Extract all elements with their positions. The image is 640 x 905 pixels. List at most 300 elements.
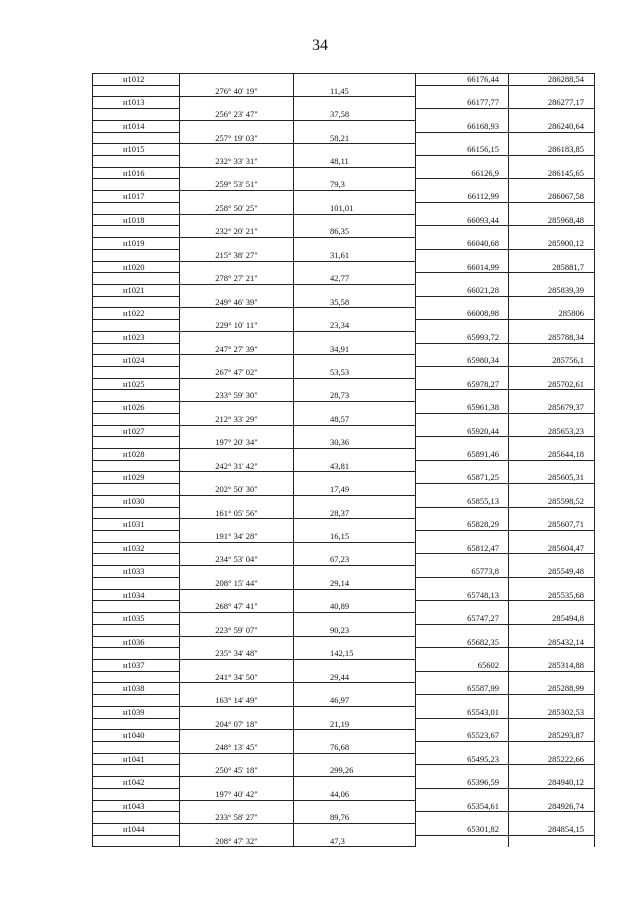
- segment-row: [93, 742, 595, 754]
- distance-cell: 67,23: [294, 554, 416, 566]
- x-coordinate-cell: 66040,68: [416, 238, 509, 250]
- point-name-cell: н1016: [93, 168, 180, 180]
- point-name-cell: [93, 250, 180, 262]
- segment-row: [93, 203, 595, 215]
- x-coordinate-cell: [416, 484, 509, 496]
- x-coordinate-cell: [416, 672, 509, 684]
- direction-angle-cell: 232° 33' 31": [180, 156, 294, 168]
- point-row: [93, 613, 595, 625]
- distance-cell: [294, 472, 416, 484]
- y-coordinate-cell: 285788,34: [509, 332, 595, 344]
- direction-angle-cell: 250° 45' 18": [180, 765, 294, 777]
- direction-angle-cell: 161° 05' 56": [180, 508, 294, 520]
- segment-row: [93, 109, 595, 121]
- segment-row: [93, 695, 595, 707]
- y-coordinate-cell: [509, 250, 595, 262]
- y-coordinate-cell: 285806: [509, 308, 595, 320]
- point-name-cell: [93, 414, 180, 426]
- y-coordinate-cell: 285644,18: [509, 449, 595, 461]
- direction-angle-cell: 212° 33' 29": [180, 414, 294, 426]
- x-coordinate-cell: 66176,44: [416, 74, 509, 86]
- distance-cell: [294, 519, 416, 531]
- direction-angle-cell: 191° 34' 28": [180, 531, 294, 543]
- distance-cell: 101,01: [294, 203, 416, 215]
- y-coordinate-cell: [509, 531, 595, 543]
- x-coordinate-cell: [416, 226, 509, 238]
- segment-row: [93, 414, 595, 426]
- distance-cell: 29,14: [294, 578, 416, 590]
- segment-row: [93, 390, 595, 402]
- y-coordinate-cell: [509, 344, 595, 356]
- direction-angle-cell: [180, 74, 294, 86]
- point-row: [93, 637, 595, 649]
- y-coordinate-cell: [509, 461, 595, 473]
- point-name-cell: н1036: [93, 637, 180, 649]
- segment-row: [93, 179, 595, 191]
- point-name-cell: н1024: [93, 355, 180, 367]
- direction-angle-cell: [180, 613, 294, 625]
- point-name-cell: [93, 86, 180, 98]
- point-row: [93, 308, 595, 320]
- direction-angle-cell: [180, 285, 294, 297]
- point-row: [93, 74, 595, 86]
- distance-cell: [294, 332, 416, 344]
- point-name-cell: [93, 226, 180, 238]
- x-coordinate-cell: [416, 508, 509, 520]
- direction-angle-cell: [180, 238, 294, 250]
- x-coordinate-cell: 65855,13: [416, 496, 509, 508]
- x-coordinate-cell: [416, 648, 509, 660]
- segment-row: [93, 86, 595, 98]
- segment-row: [93, 836, 595, 848]
- y-coordinate-cell: [509, 437, 595, 449]
- x-coordinate-cell: 65871,25: [416, 472, 509, 484]
- direction-angle-cell: 229° 10' 11": [180, 320, 294, 332]
- point-name-cell: [93, 719, 180, 731]
- point-name-cell: н1021: [93, 285, 180, 297]
- y-coordinate-cell: [509, 648, 595, 660]
- point-name-cell: [93, 133, 180, 145]
- direction-angle-cell: [180, 637, 294, 649]
- y-coordinate-cell: [509, 414, 595, 426]
- x-coordinate-cell: 65828,29: [416, 519, 509, 531]
- distance-cell: 30,36: [294, 437, 416, 449]
- distance-cell: [294, 168, 416, 180]
- y-coordinate-cell: 285653,23: [509, 426, 595, 438]
- x-coordinate-cell: [416, 578, 509, 590]
- point-name-cell: н1015: [93, 144, 180, 156]
- point-row: [93, 472, 595, 484]
- distance-cell: [294, 707, 416, 719]
- segment-row: [93, 226, 595, 238]
- segment-row: [93, 765, 595, 777]
- point-name-cell: н1012: [93, 74, 180, 86]
- x-coordinate-cell: 65587,99: [416, 683, 509, 695]
- point-name-cell: [93, 836, 180, 848]
- direction-angle-cell: [180, 519, 294, 531]
- y-coordinate-cell: [509, 367, 595, 379]
- distance-cell: [294, 590, 416, 602]
- point-name-cell: н1033: [93, 566, 180, 578]
- point-name-cell: [93, 273, 180, 285]
- segment-row: [93, 789, 595, 801]
- point-name-cell: н1028: [93, 449, 180, 461]
- y-coordinate-cell: [509, 789, 595, 801]
- x-coordinate-cell: 66168,93: [416, 121, 509, 133]
- x-coordinate-cell: 65523,67: [416, 730, 509, 742]
- distance-cell: 142,15: [294, 648, 416, 660]
- direction-angle-cell: [180, 97, 294, 109]
- distance-cell: [294, 449, 416, 461]
- distance-cell: [294, 262, 416, 274]
- point-name-cell: [93, 179, 180, 191]
- x-coordinate-cell: 65747,27: [416, 613, 509, 625]
- x-coordinate-cell: [416, 414, 509, 426]
- direction-angle-cell: [180, 660, 294, 672]
- y-coordinate-cell: 285605,31: [509, 472, 595, 484]
- segment-row: [93, 461, 595, 473]
- distance-cell: 90,23: [294, 625, 416, 637]
- distance-cell: [294, 285, 416, 297]
- x-coordinate-cell: 66008,98: [416, 308, 509, 320]
- point-name-cell: н1019: [93, 238, 180, 250]
- point-name-cell: н1022: [93, 308, 180, 320]
- x-coordinate-cell: 65682,35: [416, 637, 509, 649]
- point-name-cell: [93, 695, 180, 707]
- distance-cell: 23,34: [294, 320, 416, 332]
- y-coordinate-cell: [509, 672, 595, 684]
- point-name-cell: н1023: [93, 332, 180, 344]
- point-name-cell: [93, 672, 180, 684]
- point-name-cell: н1020: [93, 262, 180, 274]
- y-coordinate-cell: 284940,12: [509, 777, 595, 789]
- x-coordinate-cell: [416, 344, 509, 356]
- point-name-cell: [93, 156, 180, 168]
- direction-angle-cell: [180, 777, 294, 789]
- direction-angle-cell: [180, 191, 294, 203]
- y-coordinate-cell: 286240,64: [509, 121, 595, 133]
- direction-angle-cell: 234° 53' 04": [180, 554, 294, 566]
- y-coordinate-cell: 285900,12: [509, 238, 595, 250]
- y-coordinate-cell: [509, 765, 595, 777]
- segment-row: [93, 554, 595, 566]
- y-coordinate-cell: 285598,52: [509, 496, 595, 508]
- segment-row: [93, 156, 595, 168]
- y-coordinate-cell: [509, 273, 595, 285]
- direction-angle-cell: 248° 13' 45": [180, 742, 294, 754]
- x-coordinate-cell: [416, 554, 509, 566]
- distance-cell: [294, 566, 416, 578]
- distance-cell: 48,57: [294, 414, 416, 426]
- point-name-cell: [93, 812, 180, 824]
- segment-row: [93, 484, 595, 496]
- direction-angle-cell: [180, 355, 294, 367]
- y-coordinate-cell: [509, 836, 595, 848]
- direction-angle-cell: 258° 50' 25": [180, 203, 294, 215]
- direction-angle-cell: [180, 543, 294, 555]
- y-coordinate-cell: [509, 86, 595, 98]
- distance-cell: [294, 144, 416, 156]
- y-coordinate-cell: 285604,47: [509, 543, 595, 555]
- direction-angle-cell: [180, 683, 294, 695]
- direction-angle-cell: [180, 332, 294, 344]
- distance-cell: 44,06: [294, 789, 416, 801]
- segment-row: [93, 250, 595, 262]
- y-coordinate-cell: [509, 578, 595, 590]
- x-coordinate-cell: [416, 719, 509, 731]
- direction-angle-cell: [180, 262, 294, 274]
- segment-row: [93, 344, 595, 356]
- x-coordinate-cell: 65961,38: [416, 402, 509, 414]
- point-row: [93, 730, 595, 742]
- distance-cell: [294, 355, 416, 367]
- y-coordinate-cell: 285607,71: [509, 519, 595, 531]
- direction-angle-cell: [180, 730, 294, 742]
- x-coordinate-cell: [416, 742, 509, 754]
- point-row: [93, 801, 595, 813]
- distance-cell: 29,44: [294, 672, 416, 684]
- direction-angle-cell: 242° 31' 42": [180, 461, 294, 473]
- direction-angle-cell: 202° 50' 30": [180, 484, 294, 496]
- point-name-cell: н1032: [93, 543, 180, 555]
- point-name-cell: н1025: [93, 379, 180, 391]
- point-row: [93, 379, 595, 391]
- distance-cell: 40,89: [294, 601, 416, 613]
- point-name-cell: н1039: [93, 707, 180, 719]
- x-coordinate-cell: 65773,8: [416, 566, 509, 578]
- x-coordinate-cell: 65354,61: [416, 801, 509, 813]
- distance-cell: [294, 824, 416, 836]
- y-coordinate-cell: [509, 719, 595, 731]
- direction-angle-cell: 249° 46' 39": [180, 297, 294, 309]
- direction-angle-cell: [180, 449, 294, 461]
- direction-angle-cell: [180, 824, 294, 836]
- direction-angle-cell: [180, 402, 294, 414]
- segment-row: [93, 672, 595, 684]
- distance-cell: [294, 215, 416, 227]
- point-row: [93, 660, 595, 672]
- y-coordinate-cell: [509, 320, 595, 332]
- y-coordinate-cell: 285293,87: [509, 730, 595, 742]
- point-row: [93, 402, 595, 414]
- direction-angle-cell: 197° 40' 42": [180, 789, 294, 801]
- distance-cell: [294, 730, 416, 742]
- x-coordinate-cell: 65301,82: [416, 824, 509, 836]
- distance-cell: [294, 660, 416, 672]
- page-number: 34: [312, 37, 328, 54]
- y-coordinate-cell: [509, 203, 595, 215]
- distance-cell: [294, 543, 416, 555]
- y-coordinate-cell: 286277,17: [509, 97, 595, 109]
- point-name-cell: [93, 437, 180, 449]
- x-coordinate-cell: [416, 836, 509, 848]
- x-coordinate-cell: [416, 461, 509, 473]
- distance-cell: [294, 754, 416, 766]
- direction-angle-cell: [180, 426, 294, 438]
- distance-cell: 53,53: [294, 367, 416, 379]
- y-coordinate-cell: 285968,48: [509, 215, 595, 227]
- point-row: [93, 332, 595, 344]
- segment-row: [93, 625, 595, 637]
- y-coordinate-cell: 284854,15: [509, 824, 595, 836]
- direction-angle-cell: [180, 566, 294, 578]
- direction-angle-cell: 197° 20' 34": [180, 437, 294, 449]
- point-name-cell: н1013: [93, 97, 180, 109]
- y-coordinate-cell: 285432,14: [509, 637, 595, 649]
- point-row: [93, 97, 595, 109]
- segment-row: [93, 437, 595, 449]
- x-coordinate-cell: [416, 367, 509, 379]
- y-coordinate-cell: [509, 133, 595, 145]
- point-name-cell: [93, 508, 180, 520]
- direction-angle-cell: [180, 379, 294, 391]
- segment-row: [93, 133, 595, 145]
- direction-angle-cell: 235° 34' 48": [180, 648, 294, 660]
- x-coordinate-cell: [416, 695, 509, 707]
- direction-angle-cell: 276° 40' 19": [180, 86, 294, 98]
- distance-cell: [294, 426, 416, 438]
- y-coordinate-cell: [509, 812, 595, 824]
- point-row: [93, 238, 595, 250]
- x-coordinate-cell: [416, 437, 509, 449]
- point-name-cell: н1018: [93, 215, 180, 227]
- direction-angle-cell: 233° 58' 27": [180, 812, 294, 824]
- x-coordinate-cell: 65980,34: [416, 355, 509, 367]
- y-coordinate-cell: 285549,48: [509, 566, 595, 578]
- direction-angle-cell: [180, 707, 294, 719]
- point-name-cell: [93, 320, 180, 332]
- point-row: [93, 590, 595, 602]
- direction-angle-cell: [180, 215, 294, 227]
- y-coordinate-cell: [509, 484, 595, 496]
- distance-cell: 34,91: [294, 344, 416, 356]
- direction-angle-cell: [180, 472, 294, 484]
- point-name-cell: [93, 789, 180, 801]
- x-coordinate-cell: 65812,47: [416, 543, 509, 555]
- point-row: [93, 543, 595, 555]
- direction-angle-cell: 215° 38' 27": [180, 250, 294, 262]
- y-coordinate-cell: 286067,58: [509, 191, 595, 203]
- x-coordinate-cell: 65748,13: [416, 590, 509, 602]
- point-name-cell: [93, 554, 180, 566]
- segment-row: [93, 297, 595, 309]
- x-coordinate-cell: 66126,9: [416, 168, 509, 180]
- point-name-cell: н1037: [93, 660, 180, 672]
- segment-row: [93, 320, 595, 332]
- direction-angle-cell: 232° 20' 21": [180, 226, 294, 238]
- point-name-cell: н1031: [93, 519, 180, 531]
- direction-angle-cell: 267° 47' 02": [180, 367, 294, 379]
- direction-angle-cell: 163° 14' 49": [180, 695, 294, 707]
- distance-cell: 17,49: [294, 484, 416, 496]
- point-name-cell: [93, 203, 180, 215]
- point-name-cell: [93, 648, 180, 660]
- point-name-cell: [93, 484, 180, 496]
- x-coordinate-cell: [416, 273, 509, 285]
- distance-cell: 43,81: [294, 461, 416, 473]
- x-coordinate-cell: [416, 531, 509, 543]
- distance-cell: [294, 613, 416, 625]
- y-coordinate-cell: 285288,99: [509, 683, 595, 695]
- y-coordinate-cell: 285222,66: [509, 754, 595, 766]
- point-row: [93, 168, 595, 180]
- direction-angle-cell: [180, 168, 294, 180]
- direction-angle-cell: [180, 590, 294, 602]
- y-coordinate-cell: [509, 625, 595, 637]
- segment-row: [93, 531, 595, 543]
- point-name-cell: н1043: [93, 801, 180, 813]
- direction-angle-cell: [180, 754, 294, 766]
- x-coordinate-cell: 65993,72: [416, 332, 509, 344]
- y-coordinate-cell: 286288,54: [509, 74, 595, 86]
- x-coordinate-cell: [416, 812, 509, 824]
- y-coordinate-cell: 284926,74: [509, 801, 595, 813]
- y-coordinate-cell: 285679,37: [509, 402, 595, 414]
- x-coordinate-cell: [416, 601, 509, 613]
- point-name-cell: [93, 601, 180, 613]
- y-coordinate-cell: 285494,8: [509, 613, 595, 625]
- x-coordinate-cell: 66156,15: [416, 144, 509, 156]
- x-coordinate-cell: 65543,01: [416, 707, 509, 719]
- direction-angle-cell: 233° 59' 30": [180, 390, 294, 402]
- point-name-cell: [93, 390, 180, 402]
- distance-cell: [294, 637, 416, 649]
- point-row: [93, 215, 595, 227]
- y-coordinate-cell: [509, 390, 595, 402]
- distance-cell: 299,26: [294, 765, 416, 777]
- x-coordinate-cell: [416, 320, 509, 332]
- point-row: [93, 121, 595, 133]
- point-name-cell: н1017: [93, 191, 180, 203]
- point-row: [93, 519, 595, 531]
- distance-cell: [294, 308, 416, 320]
- x-coordinate-cell: 65495,23: [416, 754, 509, 766]
- point-name-cell: [93, 297, 180, 309]
- y-coordinate-cell: [509, 226, 595, 238]
- distance-cell: 89,76: [294, 812, 416, 824]
- distance-cell: 21,19: [294, 719, 416, 731]
- direction-angle-cell: 256° 23' 47": [180, 109, 294, 121]
- x-coordinate-cell: 66014,99: [416, 262, 509, 274]
- distance-cell: [294, 683, 416, 695]
- x-coordinate-cell: [416, 133, 509, 145]
- y-coordinate-cell: [509, 179, 595, 191]
- distance-cell: 42,77: [294, 273, 416, 285]
- distance-cell: [294, 379, 416, 391]
- y-coordinate-cell: 285839,39: [509, 285, 595, 297]
- point-name-cell: [93, 461, 180, 473]
- point-row: [93, 144, 595, 156]
- point-row: [93, 496, 595, 508]
- point-row: [93, 777, 595, 789]
- direction-angle-cell: 208° 15' 44": [180, 578, 294, 590]
- point-name-cell: н1026: [93, 402, 180, 414]
- x-coordinate-cell: 65396,59: [416, 777, 509, 789]
- y-coordinate-cell: [509, 601, 595, 613]
- distance-cell: 11,45: [294, 86, 416, 98]
- point-name-cell: н1040: [93, 730, 180, 742]
- x-coordinate-cell: 66177,77: [416, 97, 509, 109]
- point-name-cell: н1042: [93, 777, 180, 789]
- direction-angle-cell: [180, 496, 294, 508]
- x-coordinate-cell: [416, 203, 509, 215]
- direction-angle-cell: [180, 144, 294, 156]
- x-coordinate-cell: [416, 179, 509, 191]
- y-coordinate-cell: [509, 156, 595, 168]
- direction-angle-cell: [180, 121, 294, 133]
- y-coordinate-cell: [509, 695, 595, 707]
- point-name-cell: н1041: [93, 754, 180, 766]
